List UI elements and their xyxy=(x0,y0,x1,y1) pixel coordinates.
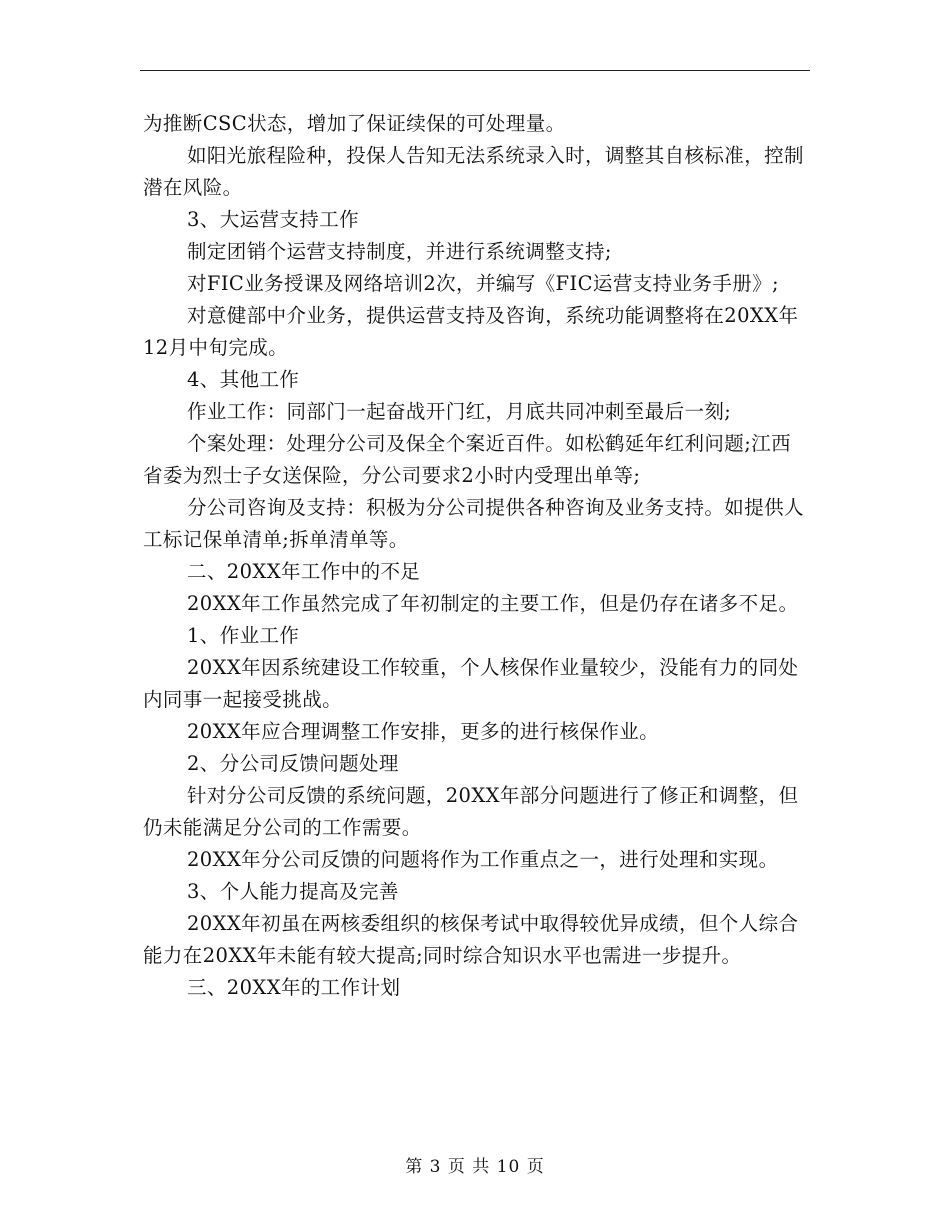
section-heading: 3、个人能力提高及完善 xyxy=(187,880,399,903)
page-number: 第 3 页 共 10 页 xyxy=(405,1157,545,1177)
section-heading: 4、其他工作 xyxy=(187,368,300,391)
paragraph: 20XX年因系统建设工作较重，个人核保作业量较少，没能有力的同处内同事一起接受挑战。 xyxy=(143,656,799,711)
paragraph: 为推断CSC状态，增加了保证续保的可处理量。 xyxy=(143,112,566,135)
paragraph: 作业工作：同部门一起奋战开门红，月底共同冲刺至最后一刻; xyxy=(187,400,732,423)
paragraph: 对FIC业务授课及网络培训2次，并编写《FIC运营支持业务手册》; xyxy=(187,272,779,295)
page-footer xyxy=(0,1152,950,1177)
paragraph: 20XX年分公司反馈的问题将作为工作重点之一，进行处理和实现。 xyxy=(187,848,779,871)
paragraph: 对意健部中介业务，提供运营支持及咨询，系统功能调整将在20XX年12月中旬完成。 xyxy=(143,304,799,359)
paragraph: 针对分公司反馈的系统问题，20XX年部分问题进行了修正和调整，但仍未能满足分公司的工作需要。 xyxy=(143,784,799,839)
section-heading: 三、20XX年的工作计划 xyxy=(187,976,401,999)
paragraph: 制定团销个运营支持制度，并进行系统调整支持; xyxy=(187,240,612,263)
paragraph: 个案处理：处理分公司及保全个案近百件。如松鹤延年红利问题;江西省委为烈士子女送保险，分公司要求2小时内受理出单等; xyxy=(143,432,791,487)
header-rule xyxy=(140,70,810,71)
document-body xyxy=(143,108,810,1004)
paragraph: 分公司咨询及支持：积极为分公司提供各种咨询及业务支持。如提供人工标记保单清单;拆单清单等。 xyxy=(143,496,804,551)
section-heading: 3、大运营支持工作 xyxy=(187,208,360,231)
section-heading: 二、20XX年工作中的不足 xyxy=(187,560,421,583)
section-heading: 2、分公司反馈问题处理 xyxy=(187,752,399,775)
paragraph: 20XX年应合理调整工作安排，更多的进行核保作业。 xyxy=(187,720,660,743)
section-heading: 1、作业工作 xyxy=(187,624,300,647)
paragraph: 20XX年工作虽然完成了年初制定的主要工作，但是仍存在诸多不足。 xyxy=(187,592,799,615)
paragraph: 20XX年初虽在两核委组织的核保考试中取得较优异成绩，但个人综合能力在20XX年未能有较大提高;同时综合知识水平也需进一步提升。 xyxy=(143,912,799,967)
paragraph: 如阳光旅程险种，投保人告知无法系统录入时，调整其自核标准，控制潜在风险。 xyxy=(143,144,804,199)
